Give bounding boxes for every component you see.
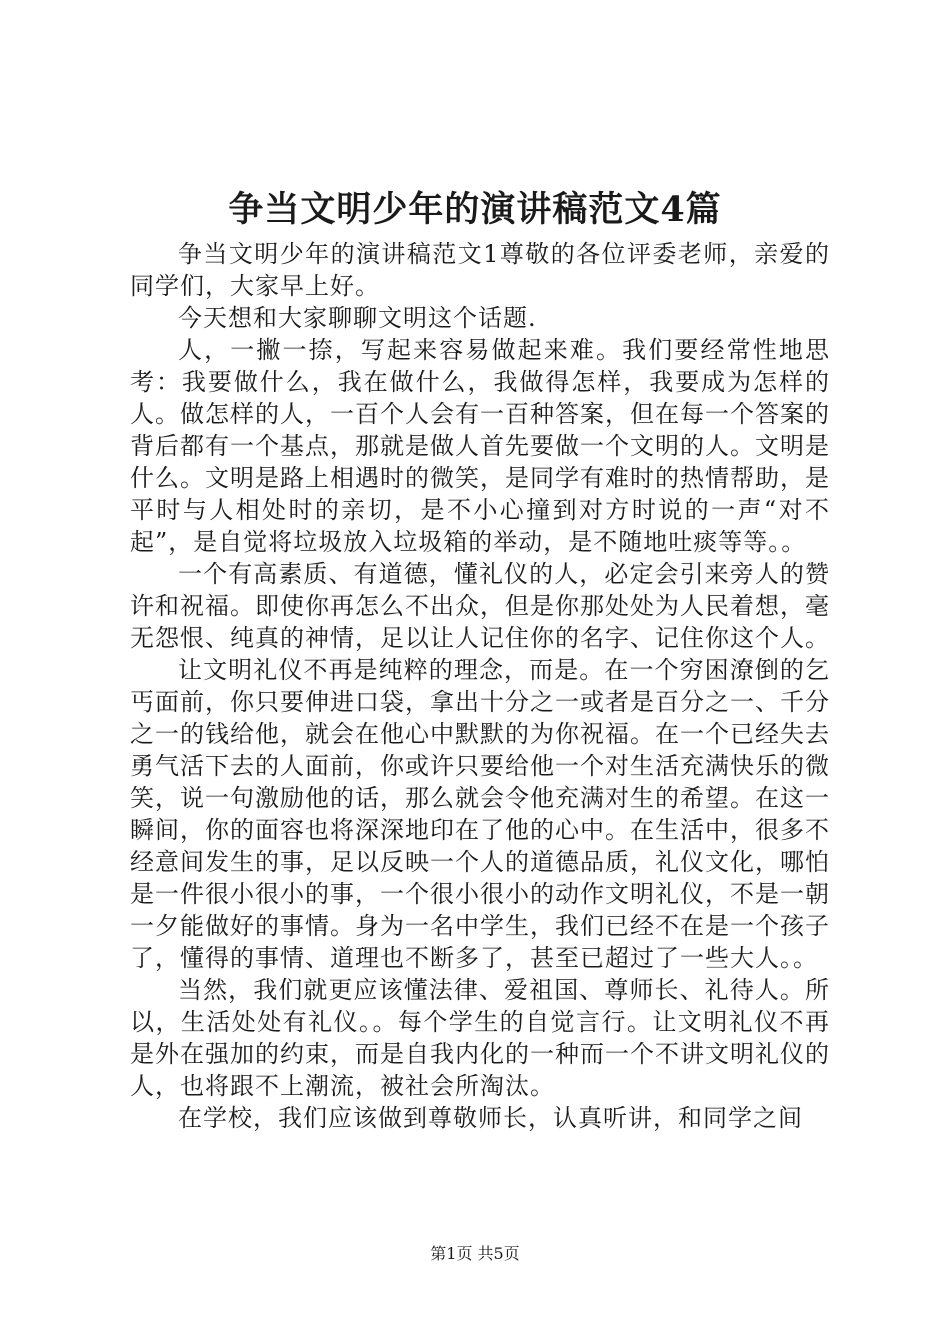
paragraph-4: 一个有高素质、有道德，懂礼仪的人，必定会引来旁人的赞许和祝福。即使你再怎么不出众，但是你那处处为人民着想，毫无怨恨、纯真的神情，足以让人记住你的名字、记住你这个人。	[130, 560, 830, 652]
paragraph-3: 人，一撇一捺，写起来容易做起来难。我们要经常性地思考：我要做什么，我在做什么，我做得怎样，我要成为怎样的人。做怎样的人，一百个人会有一百种答案，但在每一个答案的背后都有一个基点，那就是做人首先要做一个文明的人。文明是什么。文明是路上相遇时的微笑，是同学有难时的热情帮助，是平时与人相处时的亲切，是不小心撞到对方时说的一声“对不起”，是自觉将垃圾放入垃圾箱的举动，是不随地吐痰等等。。	[130, 336, 830, 556]
paragraph-5: 让文明礼仪不再是纯粹的理念，而是。在一个穷困潦倒的乞丐面前，你只要伸进口袋，拿出十分之一或者是百分之一、千分之一的钱给他，就会在他心中默默的为你祝福。在一个已经失去勇气活下去的人面前，你或许只要给他一个对生活充满快乐的微笑，说一句激励他的话，那么就会令他充满对生的希望。在这一瞬间，你的面容也将深深地印在了他的心中。在生活中，很多不经意间发生的事，足以反映一个人的道德品质，礼仪文化，哪怕是一件很小很小的事，一个很小很小的动作文明礼仪，不是一朝一夕能做好的事情。身为一名中学生，我们已经不在是一个孩子了，懂得的事情、道理也不断多了，甚至已超过了一些大人。。	[130, 656, 830, 972]
document-title: 争当文明少年的演讲稿范文4篇	[228, 189, 722, 230]
paragraph-6: 当然，我们就更应该懂法律、爱祖国、尊师长、礼待人。所以，生活处处有礼仪。。每个学生的自觉言行。让文明礼仪不再是外在强加的约束，而是自我内化的一种而一个不讲文明礼仪的人，也将跟不上潮流，被社会所淘汰。	[130, 976, 830, 1100]
document-body	[130, 238, 830, 1134]
paragraph-1: 争当文明少年的演讲稿范文1尊敬的各位评委老师，亲爱的同学们，大家早上好。	[130, 240, 830, 300]
page-footer: 第1页 共5页	[430, 1244, 520, 1263]
paragraph-7: 在学校，我们应该做到尊敬师长，认真听讲，和同学之间	[178, 1104, 803, 1132]
paragraph-2: 今天想和大家聊聊文明这个话题.	[178, 304, 537, 332]
